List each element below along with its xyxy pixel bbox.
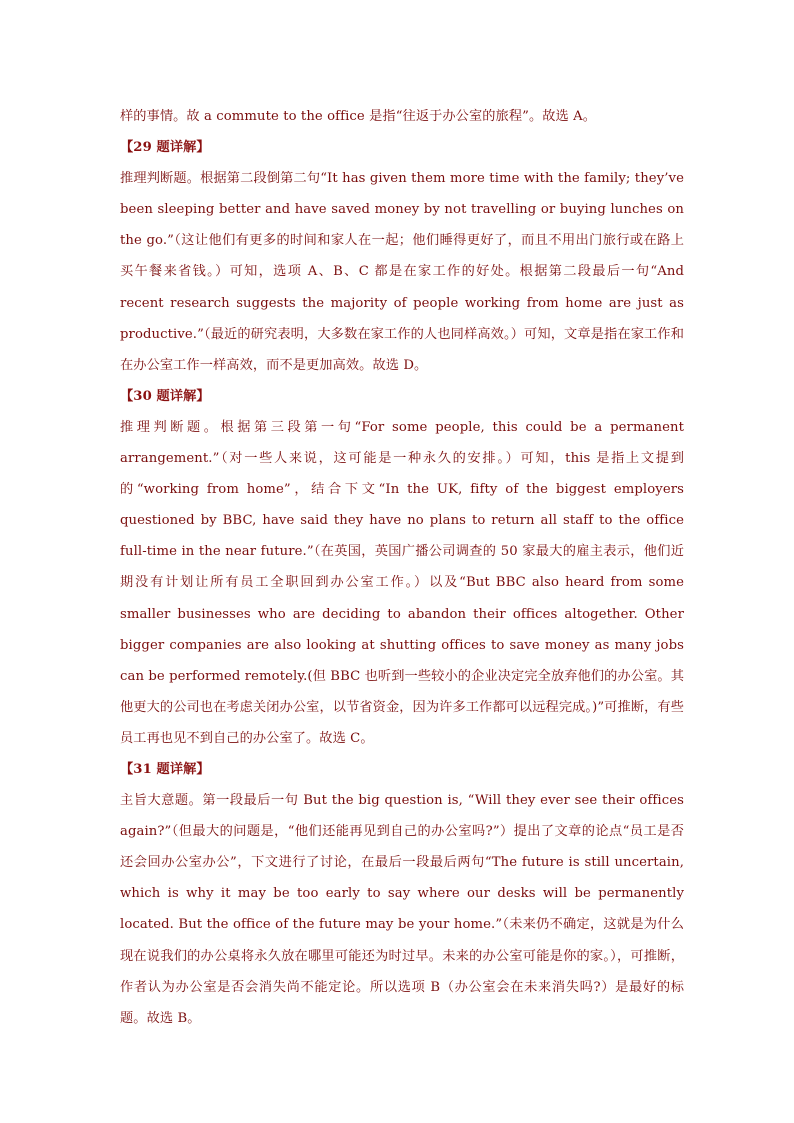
heading-31: 【31 题详解】	[120, 761, 210, 777]
paragraph-30: 推理判断题。根据第三段第一句“For some people, this could be a permanent arrangement.”（对一些人来说，这可能是一种永久的安排。）可知，this 是指上文提到的“working from home”，结合下文“In the UK, fifty of the biggest employers questioned by BBC, have said they have no plans to return all staff to the office full-time in the near future.”（在英国，英国广播公司调查的 50 家最大的雇主表示，他们近期没有计划让所有员工全职回到办公室工作。）以及“But BBC also heard from some smaller businesses who are deciding to abandon their offices altogether. Other bigger companies are also looking at shutting offices to save money as many jobs can be performed remotely.(但 BBC 也听到一些较小的企业决定完全放弃他们的办公室。其他更大的公司也在考虑关闭办公室，以节省资金，因为许多工作都可以远程完成。)”可推断，有些员工再也见不到自己的办公室了。故选 C。	[120, 419, 684, 746]
heading-29: 【29 题详解】	[120, 140, 210, 156]
paragraph-28-end: 样的事情。故 a commute to the office 是指“往返于办公室的旅程”。故选 A。	[120, 109, 597, 124]
paragraph-29: 推理判断题。根据第二段倒第二句“It has given them more time with the family; they’ve been sleeping better and have saved money by not travelling or buying lunches on the go.”（这让他们有更多的时间和家人在一起；他们睡得更好了，而且不用出门旅行或在路上买午餐来省钱。）可知，选项 A、B、C 都是在家工作的好处。根据第二段最后一句“And recent research suggests the majority of people working from home are just as productive.”（最近的研究表明，大多数在家工作的人也同样高效。）可知，文章是指在家工作和在办公室工作一样高效，而不是更加高效。故选 D。	[120, 171, 684, 373]
paragraph-31: 主旨大意题。第一段最后一句 But the big question is, “Will they ever see their offices again?”（但最大的问题是，“他们还能再见到自己的办公室吗?”）提出了文章的论点“员工是否还会回办公室办公”，下文进行了讨论，在最后一段最后两句“The future is still uncertain, which is why it may be too early to say where our desks will be permanently located. But the office of the future may be your home.”（未来仍不确定，这就是为什么现在说我们的办公桌将永久放在哪里可能还为时过早。未来的办公室可能是你的家。），可推断，作者认为办公室是否会消失尚不能定论。所以选项 B（办公室会在未来消失吗?）是最好的标题。故选 B。	[120, 793, 684, 1026]
heading-30: 【30 题详解】	[120, 388, 210, 404]
